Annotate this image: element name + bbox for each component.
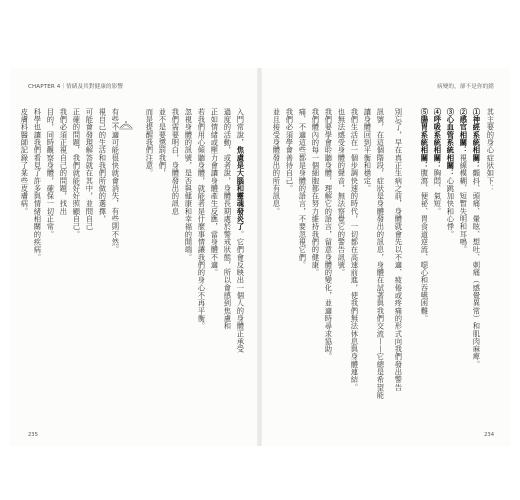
- left-line-15: 科學也讓我們看見了許多與情緒相關的疾病。: [33, 108, 43, 261]
- right-line-14: 我們體內的每一個細胞都在努力維持我們的健康。: [311, 108, 321, 277]
- right-line-12: 也無法感受身體的聲音，無法察覺它的警告訊號。: [337, 108, 347, 277]
- left-page: [10, 68, 257, 446]
- left-line-10: 視自己的生活和我們所做的選擇，: [98, 108, 108, 223]
- left-running-head: CHAPTER 4｜情緒及其對健康的影響: [28, 84, 124, 90]
- left-line-1: 入門常說，焦慮是大腦和靈魂發炎了。它們會反映出一個人的身體正承受: [236, 108, 246, 353]
- right-line-13: 我們要學會聆聽身體，理解它的語言，留意身體的變化，並適時尋求協助。: [324, 108, 334, 361]
- right-line-10: 讓身體回到平衡和穩定。: [363, 108, 373, 193]
- left-line-13: 我們必須正視自己的問題，找出: [59, 108, 69, 216]
- left-line-3: 正如情緒或壓力會讓身體產生反應，當身體不適。: [210, 108, 220, 277]
- right-page: [262, 68, 510, 446]
- left-line-14: 目的，同時觀察身體，確保一切正常。: [46, 108, 56, 239]
- right-line-8: 別忘了，早在真正生病之前，身體就會先以不適、疲倦或疼痛的形式向我們發出警告: [394, 108, 404, 392]
- left-line-7: 並不是要懲罰我們，: [158, 108, 168, 177]
- right-line-17: 並且接受身體發出的所有訊息。: [272, 108, 282, 216]
- left-line-5: 忽視身體的訊號，是否與健康和幸福的開端。: [184, 108, 194, 261]
- left-line-16: 皮膚科醫師記錄了某些皮膚病。: [20, 108, 30, 216]
- right-line-6: ⑤腸胃系統相關：腹瀉、便祕、胃食道逆流、噁心和吞嚥困難。: [420, 108, 430, 323]
- left-line-9: 有些不適可能很快就會消失，有些則不然。: [111, 108, 121, 254]
- right-line-11: 我們生活在一個步調快速的時代，一切都在高速前進，使我們無法休息與身體連結。: [350, 108, 360, 392]
- right-line-1: 其主要的身心症狀如下：: [486, 108, 496, 193]
- left-line-6: 我們需要明白，身體發出的訊息: [171, 108, 181, 216]
- right-line-4: ③心血管系統相關：心跳加快和心悸。: [446, 108, 456, 239]
- right-line-5: ④呼吸系統相關：胸悶、氣短。: [433, 108, 443, 216]
- left-line-2: 過度的活動，或者說，身體長期處於警戒狀態，所以會感到焦慮和: [223, 108, 233, 330]
- left-line-8: 而是提醒我們注意。: [145, 108, 155, 177]
- right-page-number: 234: [484, 432, 494, 438]
- left-page-number: 235: [28, 432, 38, 438]
- right-line-2: ①神經系統相關：顫抖、頭痛、暈眩、想吐、刺痛（感覺異常）和肌肉麻痺。: [472, 108, 482, 369]
- right-line-16: 我們必須學會善待自己。: [285, 108, 295, 193]
- right-line-15: 痛、不適這些都是身體的語言，不要忽視它們。: [298, 108, 308, 269]
- left-line-12: 正確的問題，我們就能好好照顧自己。: [72, 108, 82, 239]
- left-line-4: 若我們用心傾聽身體，就能者是什麼事情讓我們的身心不再平衡。: [197, 108, 207, 330]
- right-line-3: ②感官相關：視線模糊、短暫失明和耳鳴。: [459, 108, 469, 254]
- right-line-9: 訊號，在這個階段，症狀是身體發出的訊息，身體在試著與我們交流——它總是希望能: [376, 108, 386, 399]
- left-line-11: 可能會發現解答就在其中，並問自己: [85, 108, 95, 231]
- right-running-head: 病變的，卻不是你的錯: [437, 84, 494, 90]
